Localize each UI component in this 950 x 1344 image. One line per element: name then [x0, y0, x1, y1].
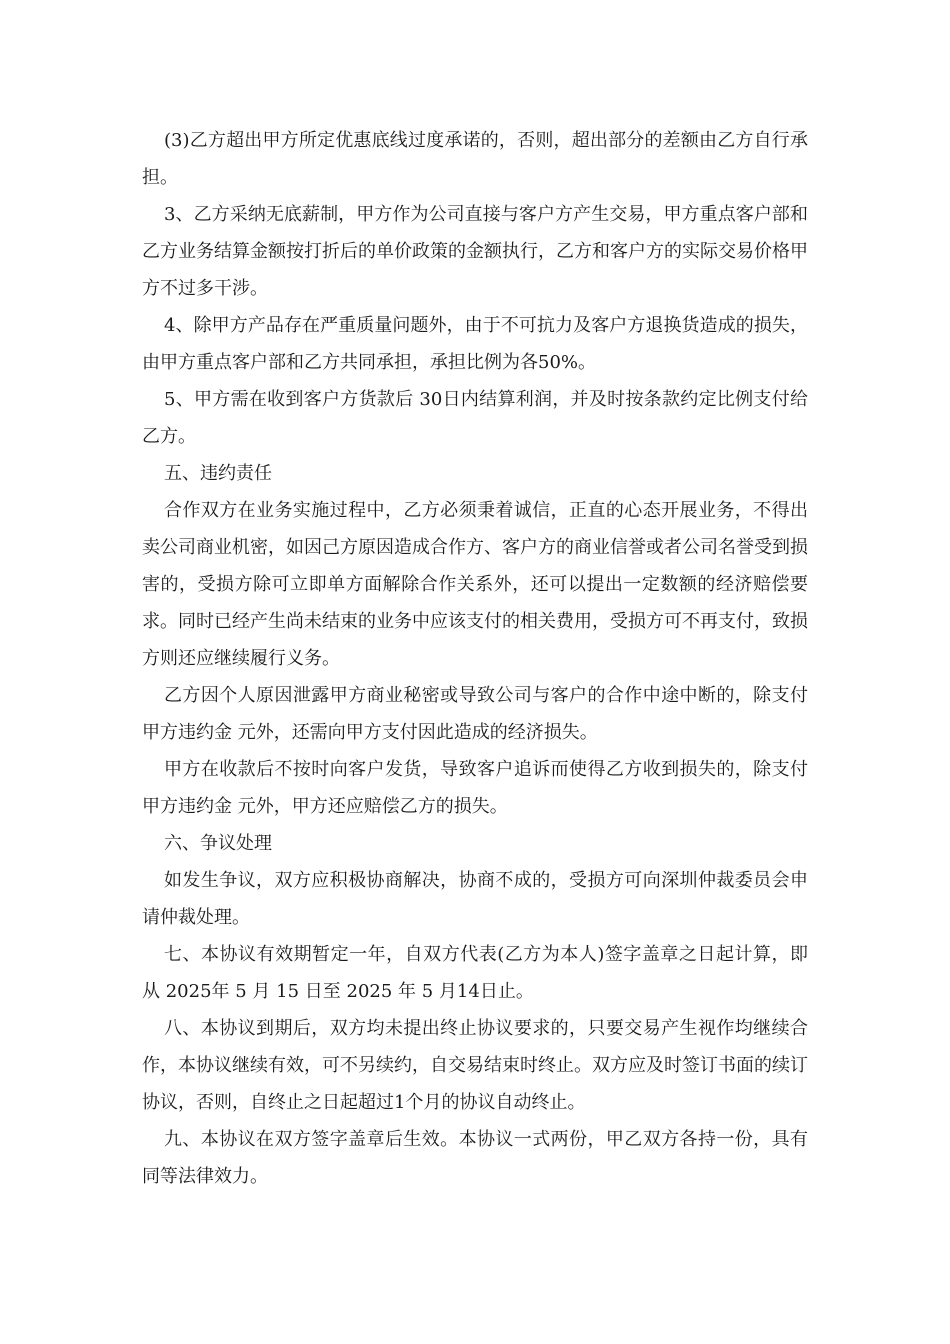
breach-paragraph-3: 甲方在收款后不按时向客户发货，导致客户追诉而使得乙方收到损失的，除支付甲方违约金 元外，甲方还应赔偿乙方的损失。	[142, 759, 808, 817]
section-renewal: 八、本协议到期后，双方均未提出终止协议要求的，只要交易产生视作均继续合作，本协议继续有效，可不另续约，自交易结束时终止。双方应及时签订书面的续订协议，否则，自终止之日起超过1个月的协议自动终止。	[142, 1018, 808, 1113]
section-validity-period: 七、本协议有效期暂定一年，自双方代表(乙方为本人)签字盖章之日起计算，即从 2025年 5 月 15 日至 2025 年 5 月14日止。	[142, 944, 808, 1002]
document-body	[142, 122, 808, 1195]
breach-paragraph-2: 乙方因个人原因泄露甲方商业秘密或导致公司与客户的合作中途中断的，除支付甲方违约金 元外，还需向甲方支付因此造成的经济损失。	[142, 685, 808, 743]
section-heading-dispute: 六、争议处理	[164, 833, 272, 854]
clause-4: 4、除甲方产品存在严重质量问题外，由于不可抗力及客户方退换货造成的损失，由甲方重点客户部和乙方共同承担，承担比例为各50%。	[142, 315, 808, 373]
section-heading-breach: 五、违约责任	[164, 463, 272, 484]
section-effectiveness: 九、本协议在双方签字盖章后生效。本协议一式两份，甲乙双方各持一份，具有同等法律效力。	[142, 1129, 808, 1187]
breach-paragraph-1: 合作双方在业务实施过程中，乙方必须秉着诚信，正直的心态开展业务，不得出卖公司商业机密，如因己方原因造成合作方、客户方的商业信誉或者公司名誉受到损害的，受损方除可立即单方面解除合作关系外，还可以提出一定数额的经济赔偿要求。同时已经产生尚未结束的业务中应该支付的相关费用，受损方可不再支付，致损方则还应继续履行义务。	[142, 500, 808, 669]
clause-3-item-3: (3)乙方超出甲方所定优惠底线过度承诺的，否则，超出部分的差额由乙方自行承担。	[142, 130, 808, 188]
dispute-paragraph: 如发生争议，双方应积极协商解决，协商不成的，受损方可向深圳仲裁委员会申请仲裁处理。	[142, 870, 808, 928]
clause-3: 3、乙方采纳无底薪制，甲方作为公司直接与客户方产生交易，甲方重点客户部和乙方业务结算金额按打折后的单价政策的金额执行，乙方和客户方的实际交易价格甲方不过多干涉。	[142, 204, 808, 299]
clause-5: 5、甲方需在收到客户方货款后 30日内结算利润，并及时按条款约定比例支付给乙方。	[142, 389, 808, 447]
